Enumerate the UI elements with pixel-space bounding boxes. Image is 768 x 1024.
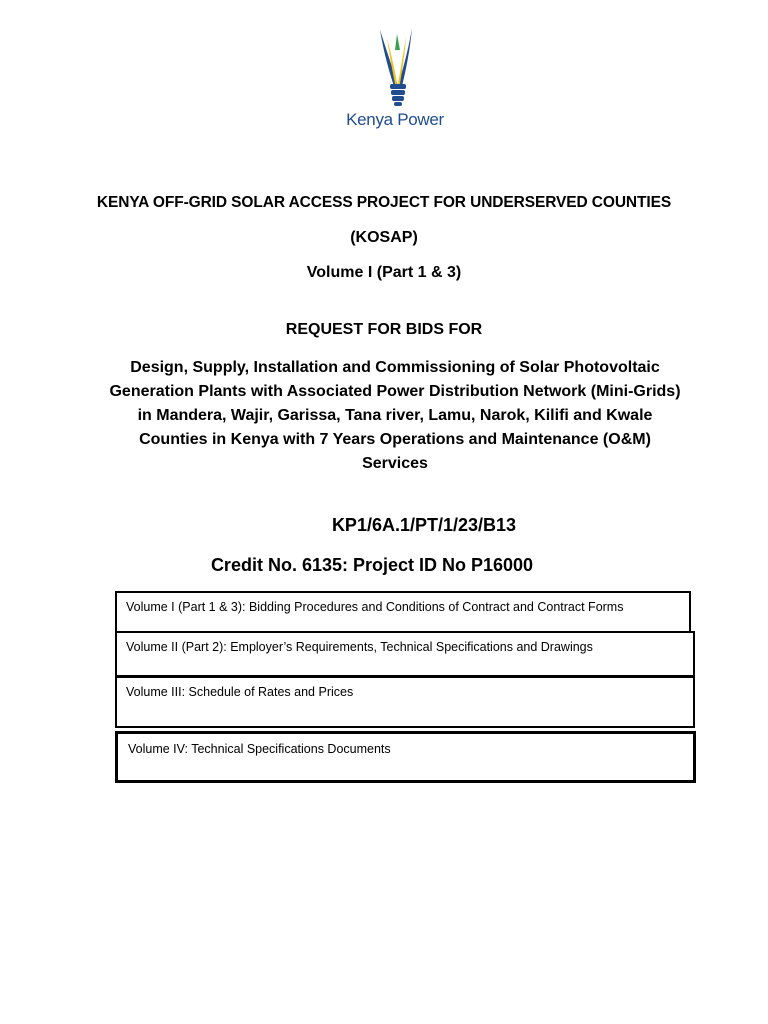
volume-box-2 <box>115 631 695 677</box>
request-heading: REQUEST FOR BIDS FOR <box>285 321 483 338</box>
volume-box-1 <box>115 591 691 633</box>
volume-box-4 <box>115 731 696 783</box>
kenya-power-logo <box>340 24 450 139</box>
volume-label: Volume IV: Technical Specifications Documents <box>128 742 391 756</box>
volume-title: Volume I (Part 1 & 3) <box>306 264 462 281</box>
volume-label: Volume III: Schedule of Rates and Prices <box>126 685 354 699</box>
project-acronym: (KOSAP) <box>350 229 418 246</box>
tender-reference: KP1/6A.1/PT/1/23/B13 <box>331 515 517 535</box>
request-description: Design, Supply, Installation and Commissioning of Solar Photovoltaic Generation Plants with Associated Power Distribution Network (Mini-Grids) in Mandera, Wajir, Garissa, Tana river, Lamu, Narok, Kilifi and Kwale Counties in Kenya with 7 Years Operations and Maintenance (O&M) Services <box>109 359 681 472</box>
volume-label: Volume II (Part 2): Employer’s Requirements, Technical Specifications and Drawings <box>126 640 593 654</box>
logo-wordmark: Kenya Power <box>346 110 444 129</box>
project-title: KENYA OFF-GRID SOLAR ACCESS PROJECT FOR UNDERSERVED COUNTIES <box>96 194 672 211</box>
volume-label: Volume I (Part 1 & 3): Bidding Procedures and Conditions of Contract and Contract Forms <box>126 600 624 614</box>
kenya-power-emblem-icon <box>340 24 450 110</box>
volume-box-3 <box>115 676 695 728</box>
credit-project-id: Credit No. 6135: Project ID No P16000 <box>210 555 534 575</box>
